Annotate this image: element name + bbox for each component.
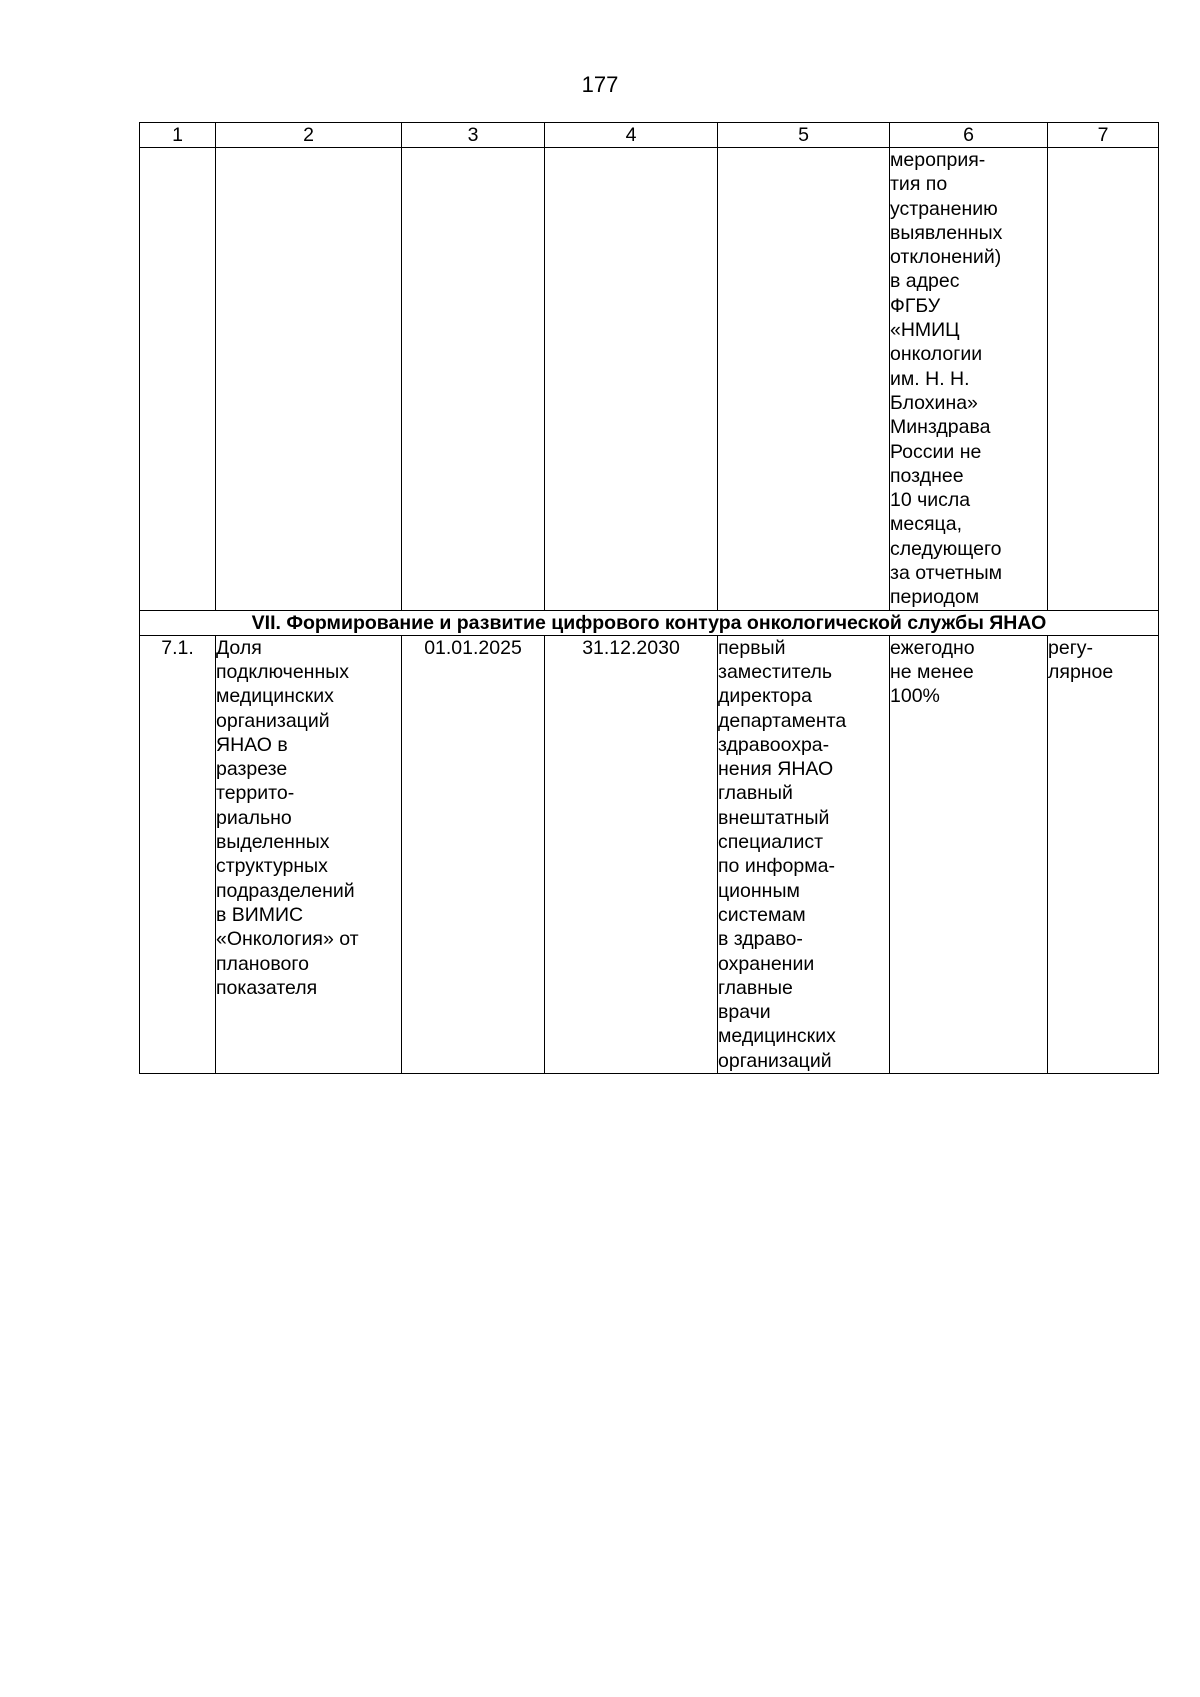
start-date: 01.01.2025: [402, 635, 545, 1073]
section-row: [140, 610, 1159, 635]
column-header: 6: [890, 123, 1048, 148]
data-table: [139, 122, 1159, 1074]
table-cell: [718, 148, 890, 611]
column-header: 4: [545, 123, 718, 148]
responsible-person: главные врачи медицинских организаций: [718, 976, 836, 1072]
end-date: 31.12.2030: [545, 635, 718, 1073]
column-header: 3: [402, 123, 545, 148]
section-title: VII. Формирование и развитие цифрового контура онкологической службы ЯНАО: [140, 610, 1159, 635]
table-row: [140, 635, 1159, 1073]
column-header: 1: [140, 123, 216, 148]
column-header: 5: [718, 123, 890, 148]
table-cell: [545, 148, 718, 611]
target-value: ежегодно не менее 100%: [890, 635, 1048, 1073]
table-cell: [140, 148, 216, 611]
table-cell: [1048, 148, 1159, 611]
responsible-person: главный внештатный специалист по информа- ционным системам в здраво- охранении: [718, 782, 835, 975]
page-number: 177: [581, 72, 619, 97]
column-header-row: [140, 123, 1159, 148]
row-number: 7.1.: [140, 635, 216, 1073]
periodicity: регу- лярное: [1048, 635, 1159, 1073]
column-header: 2: [216, 123, 402, 148]
responsible-person: первый заместитель директора департамента здравоохра- нения ЯНАО: [718, 636, 847, 781]
continuation-text: мероприя- тия по устранению выявленных отклонений) в адрес ФГБУ «НМИЦ онкологии им. Н. Н. Блохина» Минздрава России не позднее 10 числа месяца, следующего за отчетным периодом: [890, 148, 1048, 611]
continuation-row: [140, 148, 1159, 611]
column-header: 7: [1048, 123, 1159, 148]
table-cell: [402, 148, 545, 611]
indicator-name: Доля подключенных медицинских организаций ЯНАО в разрезе террито- риально выделенных структурных подразделений в ВИМИС «Онкология» от планового показателя: [216, 635, 402, 1073]
responsible-cell: [718, 635, 890, 1073]
table-cell: [216, 148, 402, 611]
